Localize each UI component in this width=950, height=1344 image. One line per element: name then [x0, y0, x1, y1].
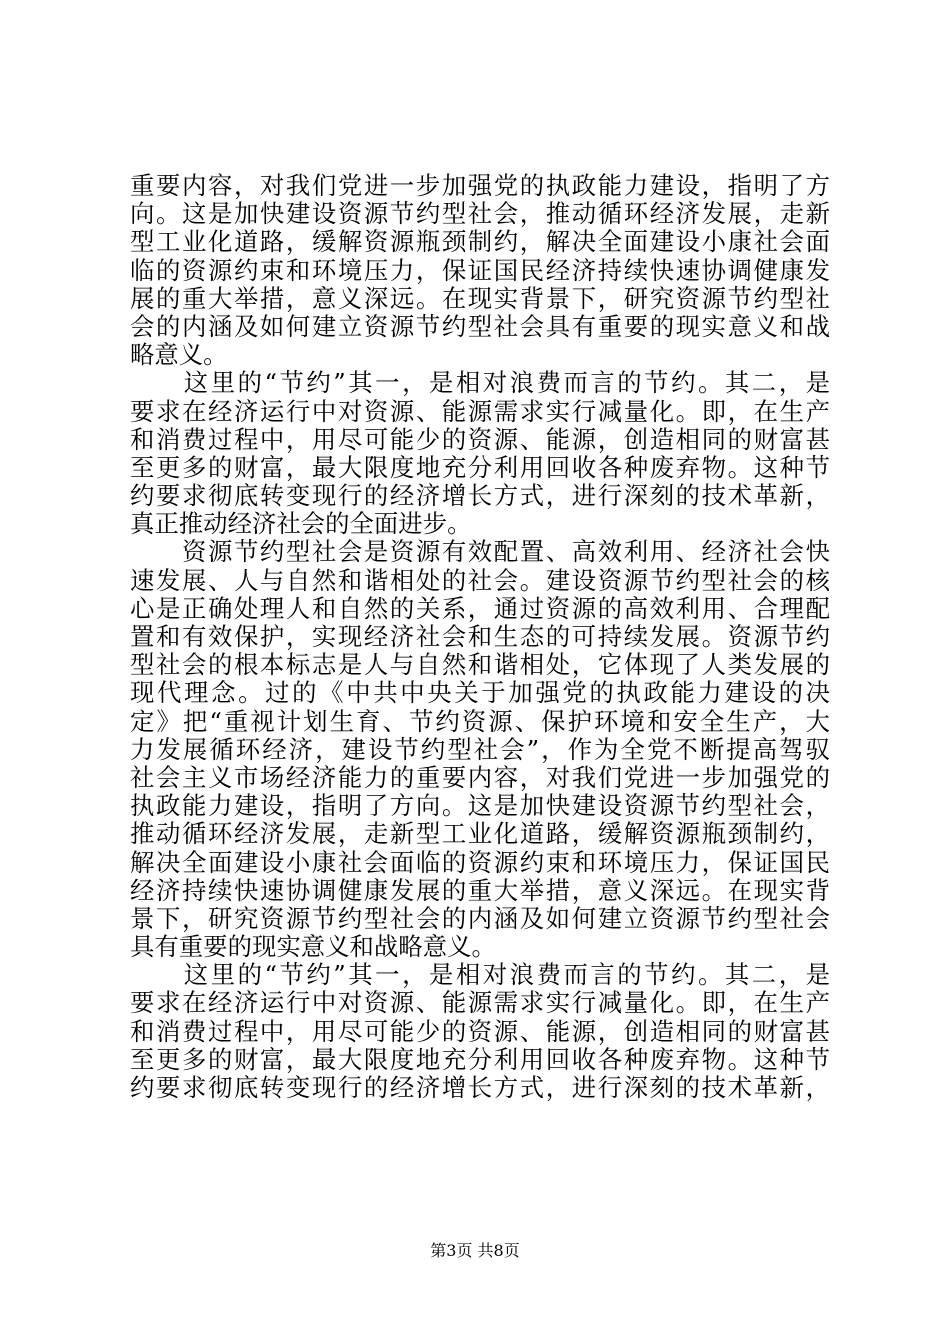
text-line: 定》把“重视计划生育、节约资源、保护环境和安全生产，大: [130, 706, 830, 736]
text-line: 置和有效保护，实现经济社会和生态的可持续发展。资源节约: [130, 622, 830, 651]
text-line: 临的资源约束和环境压力，保证国民经济持续快速协调健康发: [130, 255, 830, 285]
text-line: 和消费过程中，用尽可能少的资源、能源，创造相同的财富甚: [130, 1016, 830, 1046]
body-text: [130, 172, 830, 1102]
text-line: 约要求彻底转变现行的经济增长方式，进行深刻的技术革新，: [130, 1073, 830, 1102]
text-line: 至更多的财富，最大限度地充分利用回收各种废弃物。这种节: [130, 1044, 830, 1074]
text-line: 这里的“节约”其一，是相对浪费而言的节约。其二，是: [130, 960, 830, 990]
text-line: 推动循环经济发展，走新型工业化道路，缓解资源瓶颈制约，: [130, 819, 830, 849]
text-line: 真正推动经济社会的全面进步。: [130, 509, 472, 539]
text-line: 和消费过程中，用尽可能少的资源、能源，创造相同的财富甚: [130, 424, 830, 454]
text-line: 社会主义市场经济能力的重要内容，对我们党进一步加强党的: [130, 762, 830, 792]
text-line: 具有重要的现实意义和战略意义。: [130, 932, 496, 962]
text-line: 执政能力建设，指明了方向。这是加快建设资源节约型社会，: [130, 791, 830, 821]
text-line: 力发展循环经济，建设节约型社会”，作为全党不断提高驾驭: [130, 734, 830, 764]
text-line: 型社会的根本标志是人与自然和谐相处，它体现了人类发展的: [130, 650, 830, 680]
text-line: 现代理念。过的《中共中央关于加强党的执政能力建设的决: [130, 678, 830, 708]
text-line: 景下，研究资源节约型社会的内涵及如何建立资源节约型社会: [130, 903, 830, 933]
text-line: 这里的“节约”其一，是相对浪费而言的节约。其二，是: [130, 368, 830, 398]
text-line: 心是正确处理人和自然的关系，通过资源的高效利用、合理配: [130, 593, 830, 623]
text-line: 向。这是加快建设资源节约型社会，推动循环经济发展，走新: [130, 199, 830, 229]
text-line: 约要求彻底转变现行的经济增长方式，进行深刻的技术革新，: [130, 481, 830, 511]
page-footer: 第3页 共8页: [430, 1241, 520, 1260]
text-line: 经济持续快速协调健康发展的重大举措，意义深远。在现实背: [130, 875, 830, 905]
text-line: 速发展、人与自然和谐相处的社会。建设资源节约型社会的核: [130, 565, 830, 595]
text-line: 型工业化道路，缓解资源瓶颈制约，解决全面建设小康社会面: [130, 227, 830, 257]
text-line: 解决全面建设小康社会面临的资源约束和环境压力，保证国民: [130, 847, 830, 877]
text-line: 重要内容，对我们党进一步加强党的执政能力建设，指明了方: [130, 171, 830, 200]
text-line: 要求在经济运行中对资源、能源需求实行减量化。即，在生产: [130, 988, 830, 1018]
text-line: 展的重大举措，意义深远。在现实背景下，研究资源节约型社: [130, 283, 830, 313]
text-line: 会的内涵及如何建立资源节约型社会具有重要的现实意义和战: [130, 311, 830, 341]
text-line: 至更多的财富，最大限度地充分利用回收各种废弃物。这种节: [130, 452, 830, 482]
text-line: 要求在经济运行中对资源、能源需求实行减量化。即，在生产: [130, 396, 830, 426]
text-line: 略意义。: [130, 340, 228, 370]
text-line: 资源节约型社会是资源有效配置、高效利用、经济社会快: [130, 537, 830, 567]
